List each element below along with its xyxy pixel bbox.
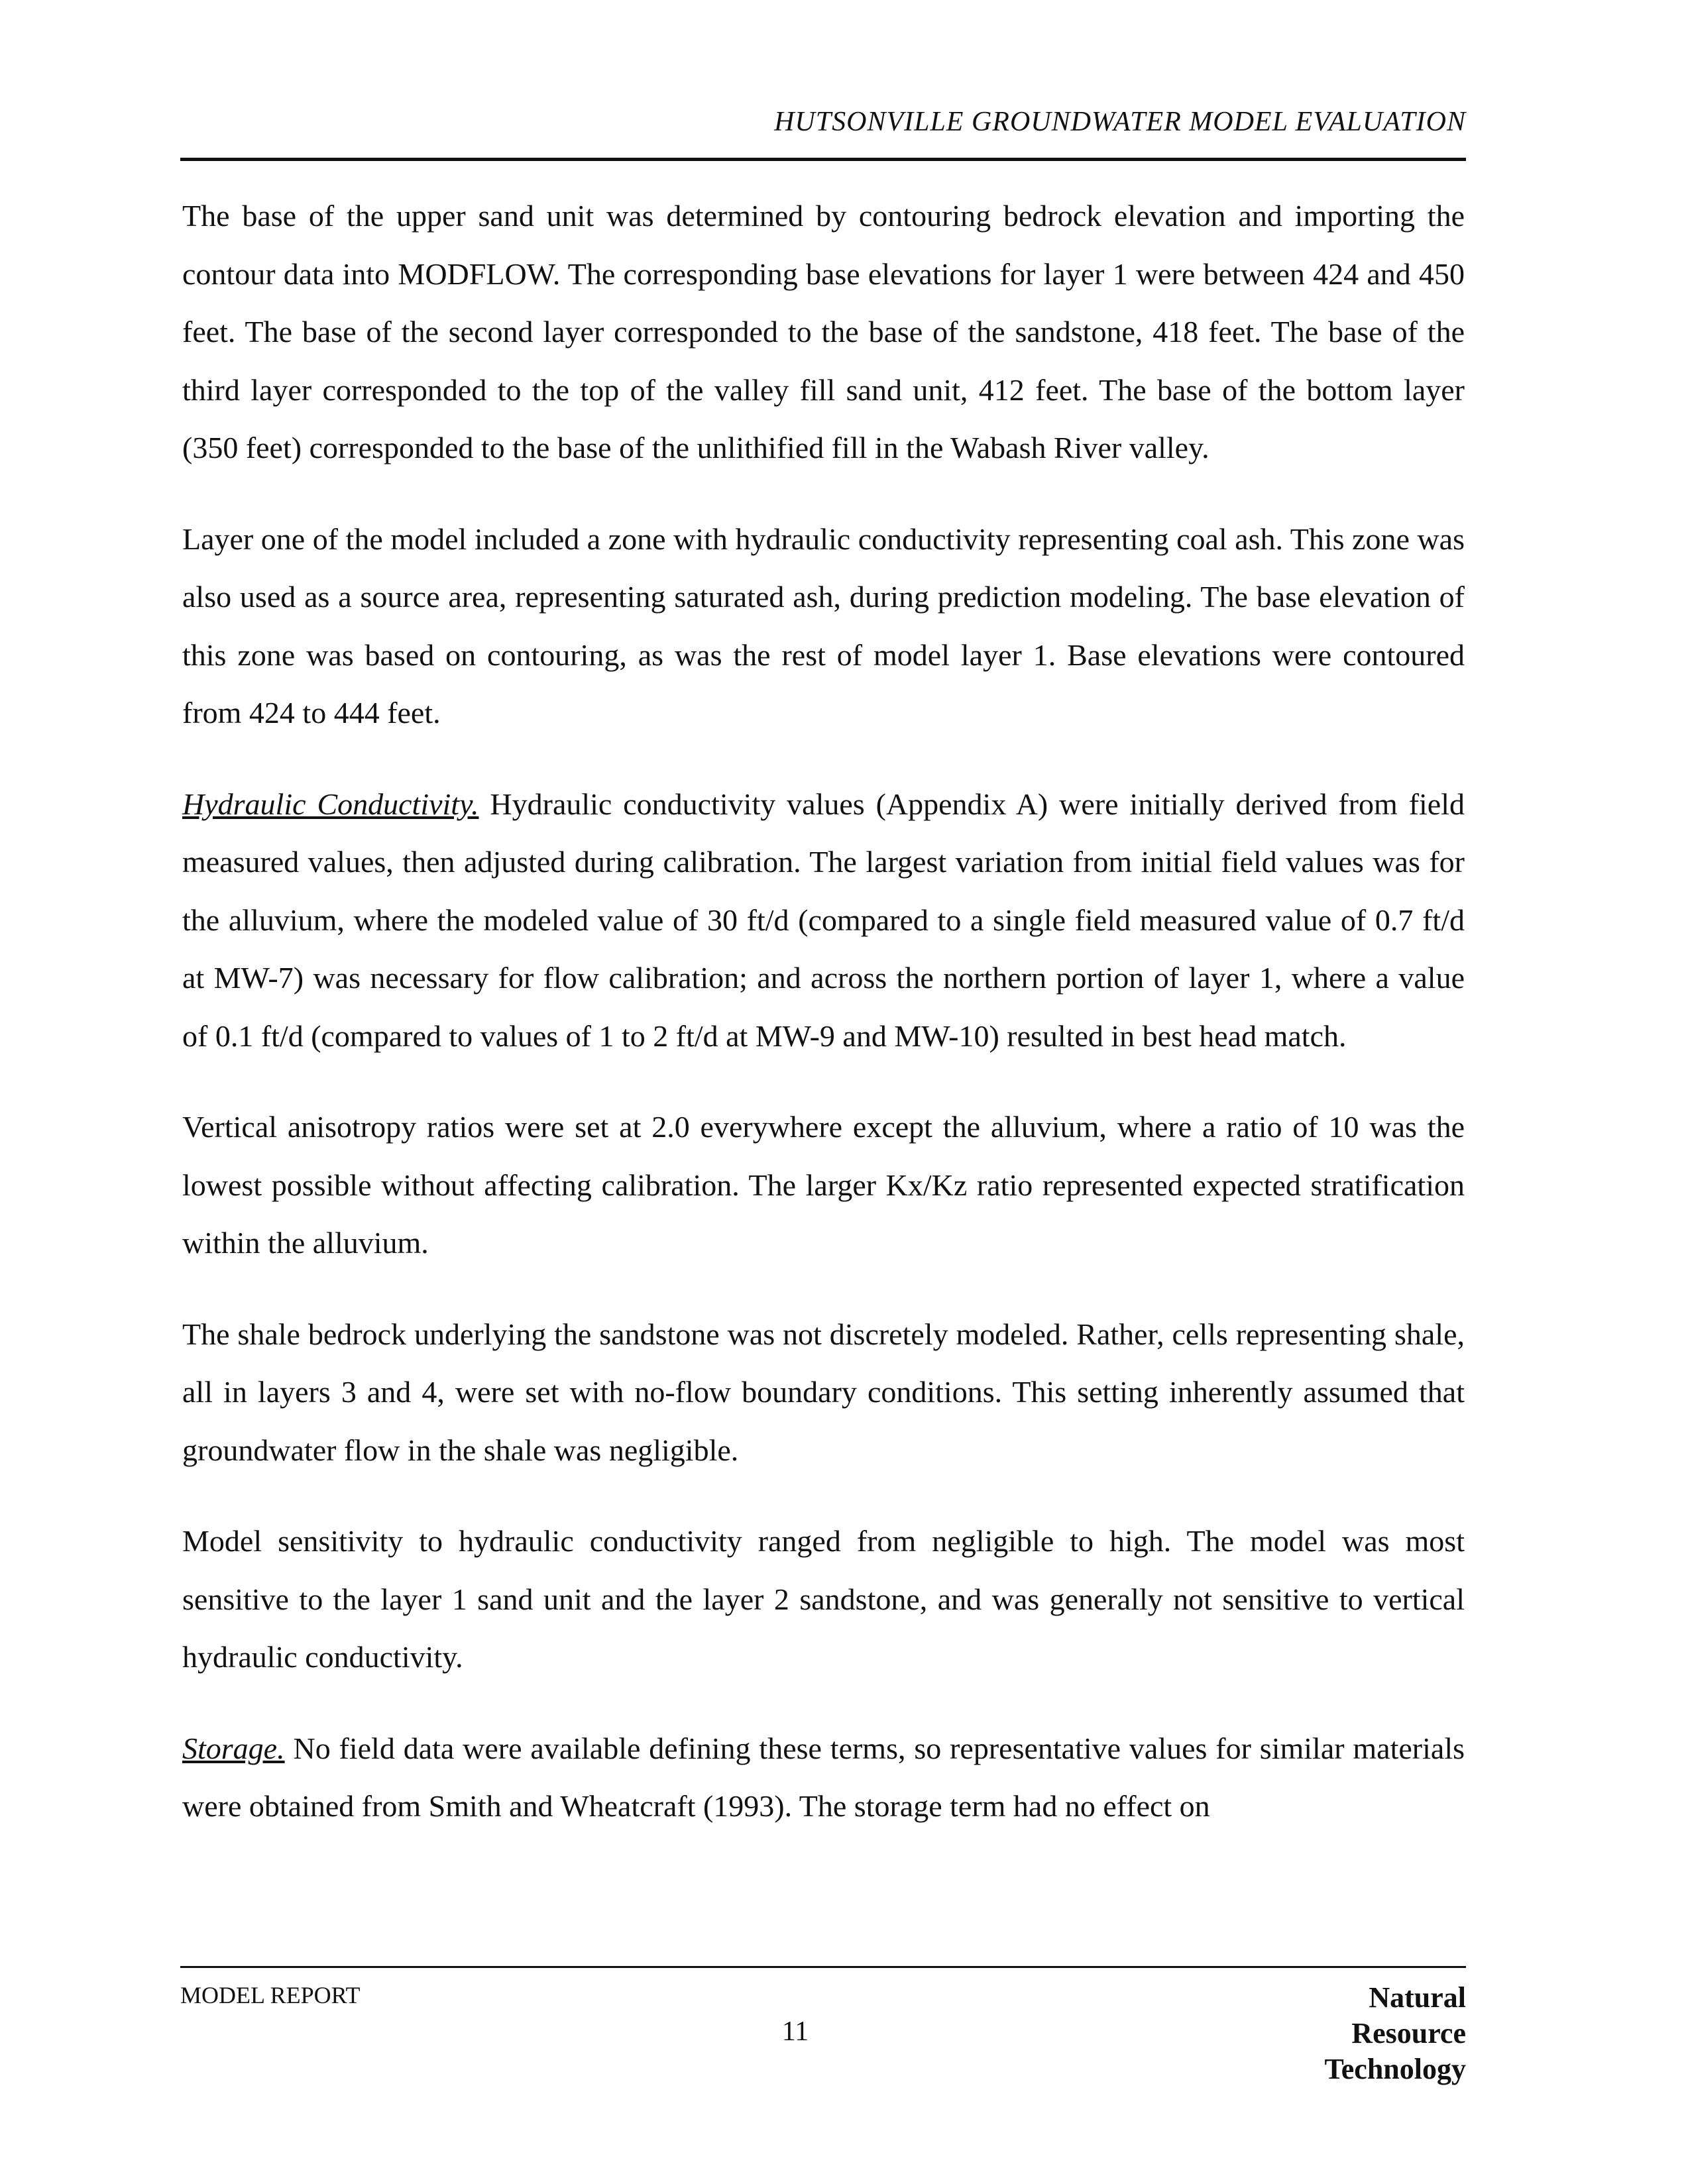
company-name-line-2: Resource [1351, 2017, 1466, 2049]
footer-report-label: MODEL REPORT [180, 1982, 361, 2008]
document-body [182, 187, 1465, 1835]
running-header: HUTSONVILLE GROUNDWATER MODEL EVALUATION [774, 107, 1466, 137]
paragraph-storage-text: No field data were available defining these terms, so representative values for similar materials were obtained from Smith and Wheatcraft (1993). The storage term had no effect on [182, 1731, 1465, 1823]
header-divider [180, 158, 1466, 161]
section-heading-storage: Storage. [182, 1731, 285, 1765]
section-heading-hydraulic-conductivity: Hydraulic Conductivity. [182, 787, 479, 821]
paragraph-shale-bedrock: The shale bedrock underlying the sandstone was not discretely modeled. Rather, cells representing shale, all in layers 3 and 4, were set with no-flow boundary conditions. This setting inherently assumed that groundwater flow in the shale was negligible. [182, 1317, 1465, 1467]
company-name-line-1: Natural [1369, 1981, 1466, 2014]
page-number: 11 [781, 2016, 809, 2047]
paragraph-vertical-anisotropy: Vertical anisotropy ratios were set at 2.0 everywhere except the alluvium, where a ratio of 10 was the lowest possible without affecting calibration. The larger Kx/Kz ratio represented expected stratification within the alluvium. [182, 1110, 1465, 1260]
footer-divider [180, 1966, 1466, 1968]
company-name [1193, 1980, 1466, 2087]
company-name-line-3: Technology [1324, 2053, 1466, 2085]
paragraph-base-elevations: The base of the upper sand unit was determined by contouring bedrock elevation and importing the contour data into MODFLOW. The corresponding base elevations for layer 1 were between 424 and 450 feet. The base of the second layer corresponded to the base of the sandstone, 418 feet. The base of the third layer corresponded to the top of the valley fill sand unit, 412 feet. The base of the bottom layer (350 feet) corresponded to the base of the unlithified fill in the Wabash River valley. [182, 199, 1465, 464]
paragraph-hydraulic-conductivity-text: Hydraulic conductivity values (Appendix A) were initially derived from field measured values, then adjusted during calibration. The largest variation from initial field values was for the alluvium, where the modeled value of 30 ft/d (compared to a single field measured value of 0.7 ft/d at MW-7) was necessary for flow calibration; and across the northern portion of layer 1, where a value of 0.1 ft/d (compared to values of 1 to 2 ft/d at MW-9 and MW-10) resulted in best head match. [182, 787, 1465, 1053]
paragraph-hydraulic-conductivity [182, 775, 1465, 1065]
paragraph-model-sensitivity: Model sensitivity to hydraulic conductivity ranged from negligible to high. The model was most sensitive to the layer 1 sand unit and the layer 2 sandstone, and was generally not sensitive to vertical hydraulic conductivity. [182, 1524, 1465, 1674]
paragraph-coal-ash-zone: Layer one of the model included a zone with hydraulic conductivity representing coal ash. This zone was also used as a source area, representing saturated ash, during prediction modeling. The base elevation of this zone was based on contouring, as was the rest of model layer 1. Base elevations were contoured from 424 to 444 feet. [182, 521, 1465, 730]
paragraph-storage [182, 1720, 1465, 1835]
